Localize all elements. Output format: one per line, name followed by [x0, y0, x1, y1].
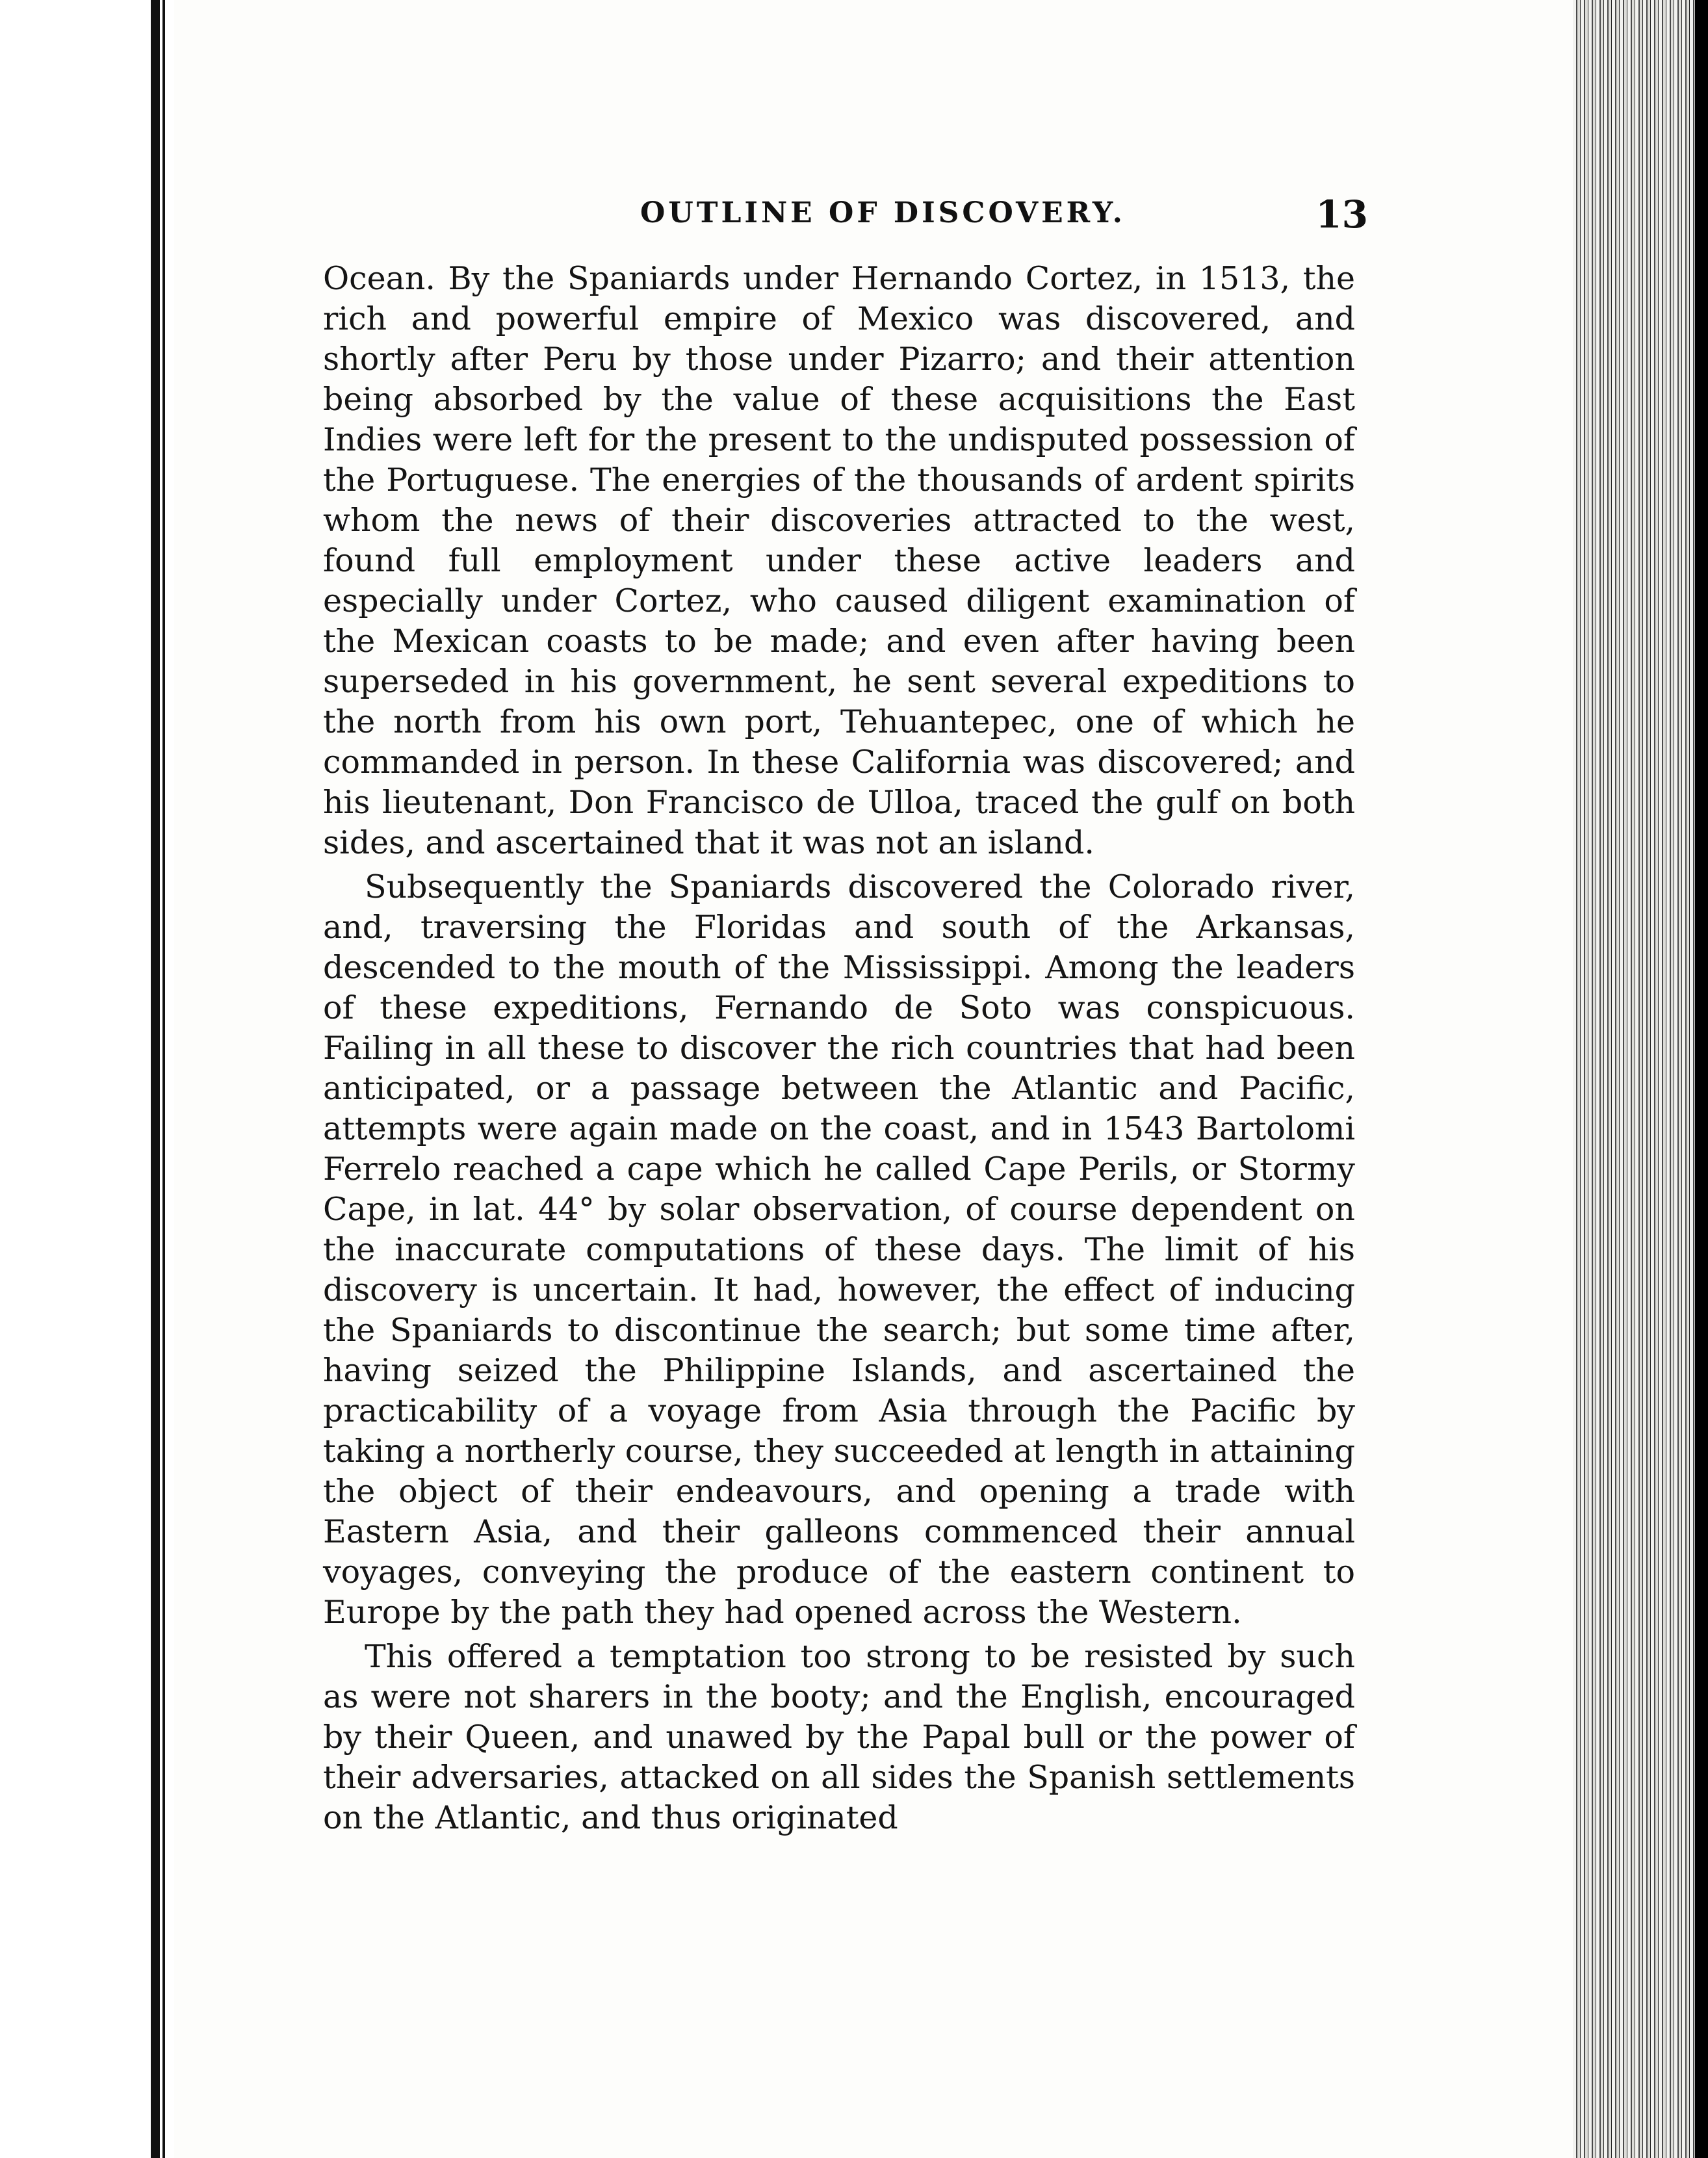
- paragraph: Subsequently the Spaniards discovered the Colorado river, and, traversing the Floridas and south of the Arkansas, descended to the mouth of the Mississippi. Among the leaders of these expeditions, Fernando de Soto was conspicuous. Failing in all these to discover the rich countries that had been anticipated, or a passage between the Atlantic and Pacific, attempts were again made on the coast, and in 1543 Bartolomi Ferrelo reached a cape which he called Cape Perils, or Stormy Cape, in lat. 44° by solar observation, of course dependent on the inaccurate computations of these days. The limit of his discovery is uncertain. It had, however, the effect of inducing the Spaniards to discontinue the search; but some time after, having seized the Philippine Islands, and ascertained the practicability of a voyage from Asia through the Pacific by taking a northerly course, they succeeded at length in attaining the object of their endeavours, and opening a trade with Eastern Asia, and their galleons commenced their annual voyages, conveying the produce of the eastern continent to Europe by the path they had opened across the Western.: [323, 868, 1355, 1631]
- page-header: [640, 192, 1368, 237]
- paragraph: This offered a temptation too strong to be resisted by such as were not sharers in the booty; and the English, encouraged by their Queen, and unawed by the Papal bull or the power of their adversaries, attacked on all sides the Spanish settlements on the Atlantic, and thus originated: [323, 1638, 1355, 1836]
- paragraph: Ocean. By the Spaniards under Hernando Cortez, in 1513, the rich and powerful empire of Mexico was discovered, and shortly after Peru by those under Pizarro; and their attention being absorbed by the value of these acquisitions the East Indies were left for the present to the undisputed possession of the Portuguese. The energies of the thousands of ardent spirits whom the news of their discoveries attracted to the west, found full employment under these active leaders and especially under Cortez, who caused diligent examination of the Mexican coasts to be made; and even after having been superseded in his government, he sent several expeditions to the north from his own port, Tehuantepec, one of which he commanded in person. In these California was discovered; and his lieutenant, Don Francisco de Ulloa, traced the gulf on both sides, and ascertained that it was not an island.: [323, 260, 1355, 861]
- gutter-shadow-line: [151, 0, 160, 2158]
- book-page-edges: [1573, 0, 1708, 2158]
- running-head: OUTLINE OF DISCOVERY.: [640, 196, 1126, 229]
- book-gutter: [0, 0, 174, 2158]
- gutter-shadow-line: [162, 0, 165, 2158]
- page-body: [323, 259, 1355, 1842]
- page-number: 13: [1315, 192, 1368, 237]
